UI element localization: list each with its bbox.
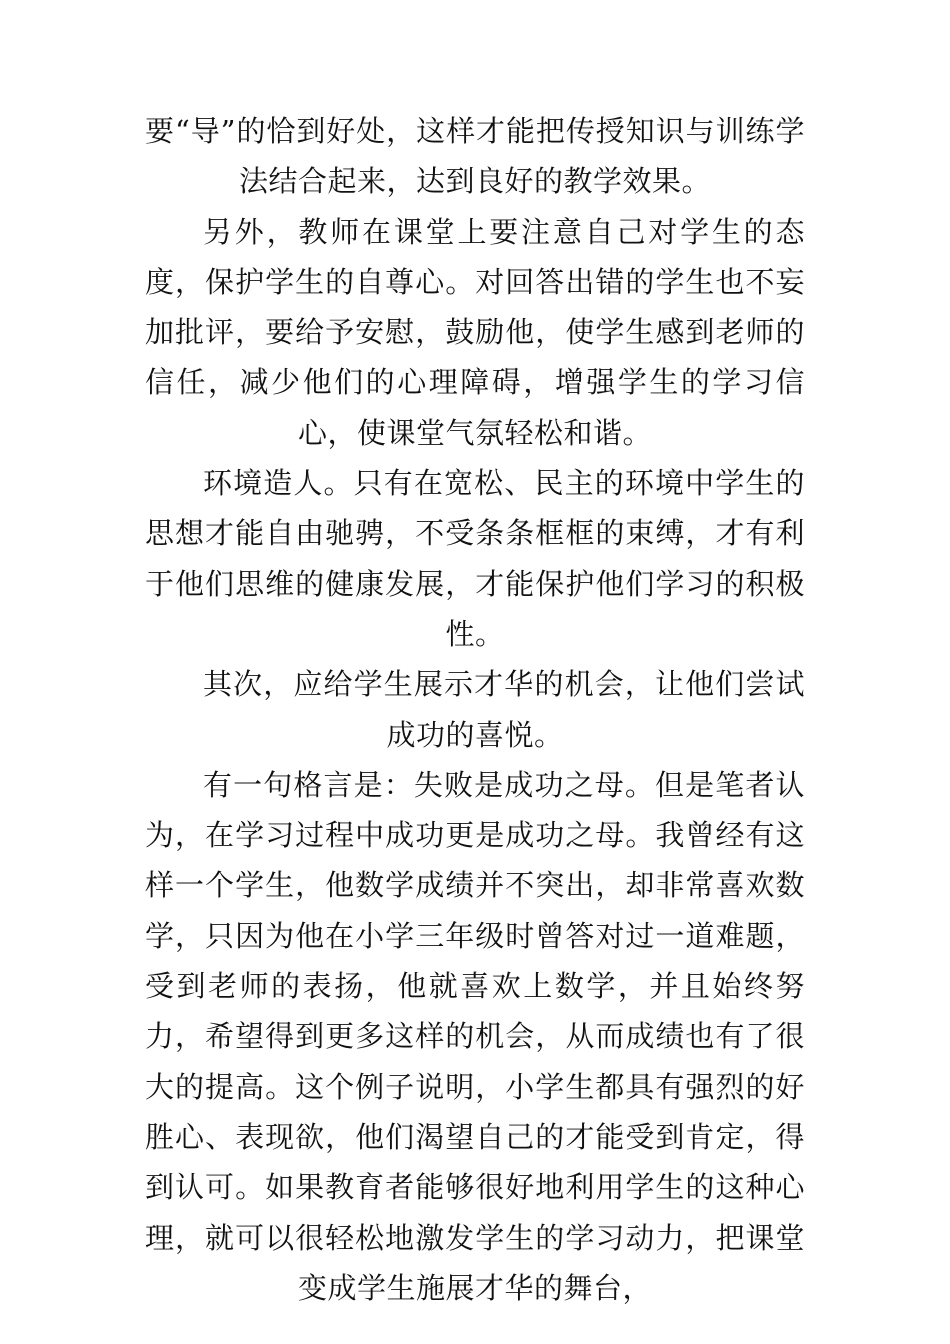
- paragraph-3: 环境造人。只有在宽松、民主的环境中学生的思想才能自由驰骋，不受条条框框的束缚，才有利于他们思维的健康发展，才能保护他们学习的积极性。: [145, 466, 805, 651]
- paragraph-1: 要“导”的恰到好处，这样才能把传授知识与训练学法结合起来，达到良好的教学效果。: [145, 114, 805, 199]
- paragraph-4: 其次，应给学生展示才华的机会，让他们尝试成功的喜悦。: [203, 667, 805, 752]
- paragraph-2: 另外，教师在课堂上要注意自己对学生的态度，保护学生的自尊心。对回答出错的学生也不妄加批评，要给予安慰，鼓励他，使学生感到老师的信任，减少他们的心理障碍，增强学生的学习信心，使课堂气氛轻松和谐。: [145, 214, 805, 450]
- body-text: [145, 106, 805, 1313]
- paragraph-5: 有一句格言是：失败是成功之母。但是笔者认为，在学习过程中成功更是成功之母。我曾经有这样一个学生，他数学成绩并不突出，却非常喜欢数学，只因为他在小学三年级时曾答对过一道难题，受到老师的表扬，他就喜欢上数学，并且始终努力，希望得到更多这样的机会，从而成绩也有了很大的提高。这个例子说明，小学生都具有强烈的好胜心、表现欲，他们渴望自己的才能受到肯定，得到认可。如果教育者能够很好地利用学生的这种心理，就可以很轻松地激发学生的学习动力，把课堂变成学生施展才华的舞台，: [145, 767, 805, 1305]
